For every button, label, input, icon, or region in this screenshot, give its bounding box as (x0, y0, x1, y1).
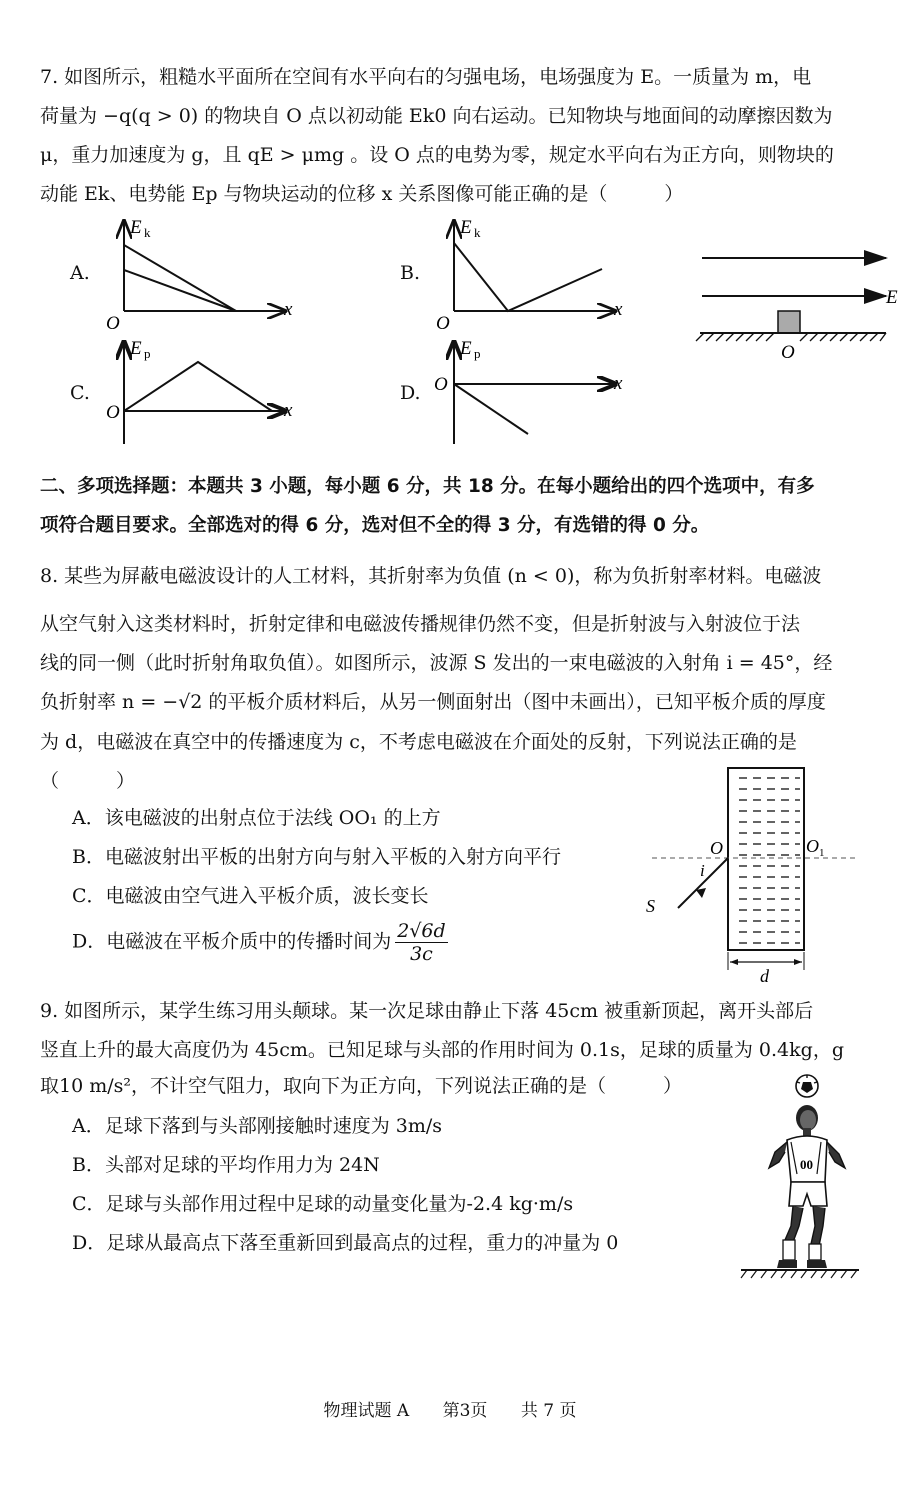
svg-text:k: k (474, 225, 481, 240)
slab (728, 768, 804, 950)
section2-line-2: 项符合题目要求。全部选对的得 6 分，选对但不全的得 3 分，有选错的得 0 分。 (40, 515, 710, 536)
block (778, 311, 800, 333)
svg-text:x: x (284, 400, 293, 421)
svg-text:O: O (436, 313, 450, 334)
svg-text:i: i (700, 861, 705, 880)
svg-text:O: O (106, 402, 120, 423)
svg-text:d: d (760, 966, 769, 984)
q8-option-d-text: D．电磁波在平板介质中的传播时间为 (72, 930, 392, 953)
q7-option-d-label: D. (400, 382, 421, 404)
svg-text:O: O (806, 836, 819, 856)
q8-line-2: 从空气射入这类材料时，折射定律和电磁波传播规律仍然不变，但是折射波与入射波位于法 (40, 613, 801, 635)
soccer-ball-icon (796, 1075, 818, 1097)
q8-option-c: C．电磁波由空气进入平板介质，波长变长 (72, 885, 429, 907)
q8-line-1: 8. 某些为屏蔽电磁波设计的人工材料，其折射率为负值 (n < 0)，称为负折射率材料。电磁波 (40, 565, 822, 587)
graph-d-line (454, 384, 528, 434)
graph-a-line-upper (124, 245, 236, 311)
svg-text:E: E (130, 338, 142, 359)
q9-player-figure (735, 1070, 865, 1285)
q7-line-4: 动能 Ek、电势能 Ep 与物块运动的位移 x 关系图像可能正确的是（ ） (40, 183, 684, 205)
q7-line-3: μ，重力加速度为 g，且 qE > μmg 。设 O 点的电势为零，规定水平向右为正方向，则物块的 (40, 144, 834, 166)
q7-graph-b (430, 215, 630, 335)
svg-text:x: x (614, 373, 623, 394)
q9-option-a: A．足球下落到与头部刚接触时速度为 3m/s (72, 1115, 443, 1137)
field-e-label: E (886, 287, 898, 308)
svg-text:O: O (106, 313, 120, 334)
svg-text:00: 00 (800, 1157, 813, 1172)
svg-text:p: p (144, 346, 151, 361)
q8-line-4: 负折射率 n = −√2 的平板介质材料后，从另一侧面射出（图中未画出），已知平板介质的厚度 (40, 691, 826, 713)
q7-line-1: 7. 如图所示，粗糙水平面所在空间有水平向右的匀强电场，电场强度为 E。一质量为 m，电 (40, 66, 812, 88)
q8-option-d (72, 920, 448, 965)
svg-text:p: p (474, 346, 481, 361)
svg-text:1: 1 (819, 847, 825, 859)
page-footer (0, 1396, 900, 1421)
section2-line-1: 二、多项选择题：本题共 3 小题，每小题 6 分，共 18 分。在每小题给出的四个选项中，有多 (40, 476, 815, 497)
q8-line-3: 线的同一侧（此时折射角取负值）。如图所示，波源 S 发出的一束电磁波的入射角 i = 45°，经 (40, 652, 833, 674)
svg-text:O: O (710, 838, 723, 858)
q9-line-2: 竖直上升的最大高度仍为 45cm。已知足球与头部的作用时间为 0.1s，足球的质量为 0.4kg，g (40, 1039, 844, 1061)
q8-option-b: B．电磁波射出平板的出射方向与射入平板的入射方向平行 (72, 846, 561, 868)
q7-field-figure (690, 240, 900, 370)
q8-line-6: （ ） (40, 770, 136, 792)
q8-option-d-fraction: $\frac{2√6d}{3c}$ (397, 920, 446, 965)
graph-c-line (124, 362, 272, 411)
q8-figure (640, 762, 860, 984)
svg-text:S: S (646, 896, 655, 916)
svg-text:E: E (460, 338, 472, 359)
q9-line-1: 9. 如图所示，某学生练习用头颠球。某一次足球由静止下落 45cm 被重新顶起，离开头部后 (40, 1000, 814, 1022)
q7-graph-d (430, 338, 630, 448)
footer-page: 第3页 (442, 1401, 488, 1421)
q7-option-c-label: C. (70, 382, 90, 404)
q7-graph-c (100, 338, 300, 448)
graph-a-line-lower (124, 270, 236, 311)
footer-subject: 物理试题 A (323, 1401, 410, 1421)
svg-text:O: O (781, 342, 795, 363)
q8-line-5: 为 d，电磁波在真空中的传播速度为 c，不考虑电磁波在介面处的反射，下列说法正确的是 (40, 731, 797, 753)
q7-option-b-label: B. (400, 262, 421, 284)
q9-line-3: 取10 m/s²，不计空气阻力，取向下为正方向，下列说法正确的是（ ） (40, 1075, 683, 1097)
svg-text:E: E (460, 217, 472, 238)
q9-option-c: C．足球与头部作用过程中足球的动量变化量为-2.4 kg·m/s (72, 1193, 574, 1215)
q9-option-b: B．头部对足球的平均作用力为 24N (72, 1154, 380, 1176)
q9-option-d: D．足球从最高点下落至重新回到最高点的过程，重力的冲量为 0 (72, 1232, 619, 1254)
graph-b-line (454, 243, 602, 311)
svg-text:x: x (614, 299, 623, 320)
q7-line-2: 荷量为 −q(q > 0) 的物块自 O 点以初动能 Ek0 向右运动。已知物块与地面间的动摩擦因数为 (40, 105, 833, 127)
svg-text:k: k (144, 225, 151, 240)
q8-option-a: A．该电磁波的出射点位于法线 OO₁ 的上方 (72, 807, 441, 829)
svg-text:x: x (284, 299, 293, 320)
graph-a-ek-label: E (130, 217, 142, 238)
q7-graph-a (100, 215, 300, 335)
footer-total: 共 7 页 (520, 1401, 577, 1421)
q7-option-a-label: A. (70, 262, 90, 284)
svg-text:O: O (434, 374, 448, 395)
